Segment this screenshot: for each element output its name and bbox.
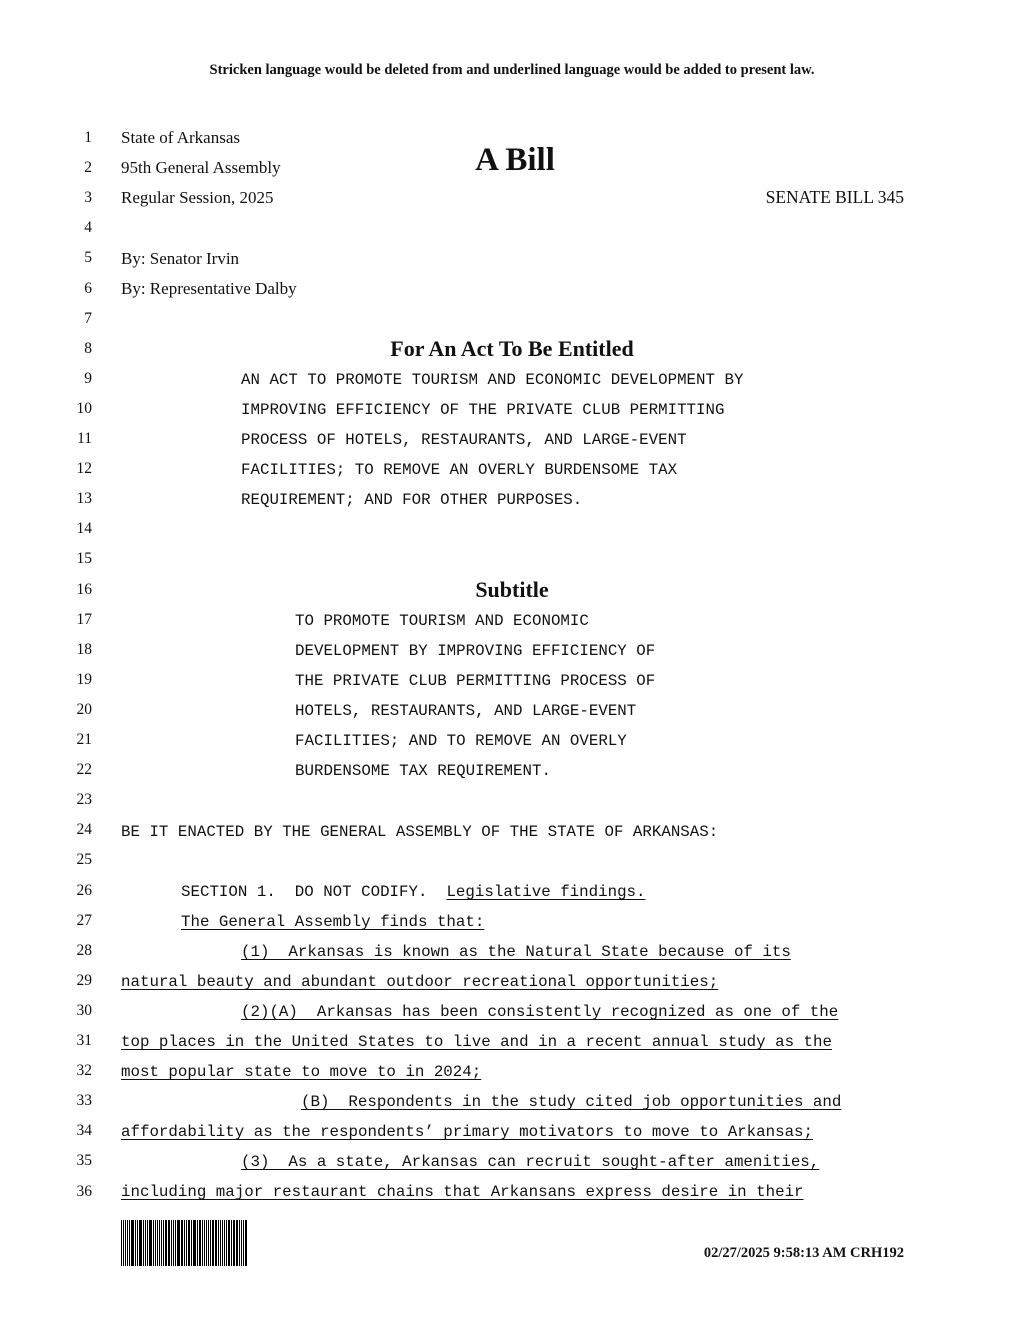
- barcode-bar: [132, 1220, 134, 1266]
- section-heading-underlined: Legislative findings.: [446, 883, 646, 901]
- enacting-clause: BE IT ENACTED BY THE GENERAL ASSEMBLY OF THE STATE OF ARKANSAS:: [121, 823, 719, 841]
- barcode-bar: [150, 1220, 152, 1266]
- line-number: 12: [76, 460, 92, 478]
- barcode-bar: [218, 1220, 219, 1266]
- barcode-bar: [178, 1220, 179, 1266]
- barcode-bar: [239, 1220, 240, 1266]
- barcode-bar: [186, 1220, 187, 1266]
- barcode-bar: [199, 1220, 200, 1266]
- barcode-bar: [229, 1220, 230, 1266]
- line-number: 33: [76, 1092, 92, 1110]
- line-number: 35: [76, 1152, 92, 1170]
- line-number: 2: [84, 159, 92, 177]
- line-number: 9: [84, 369, 92, 387]
- section-text-line: (3) As a state, Arkansas can recruit sought-after amenities,: [241, 1153, 820, 1171]
- subtitle-line: FACILITIES; AND TO REMOVE AN OVERLY: [295, 732, 627, 750]
- barcode-bar: [173, 1220, 174, 1266]
- section-text-line: (B) Respondents in the study cited job opportunities and: [301, 1093, 842, 1111]
- barcode-bar: [157, 1220, 158, 1266]
- title-line: IMPROVING EFFICIENCY OF THE PRIVATE CLUB PERMITTING: [241, 401, 725, 419]
- barcode-bar: [210, 1220, 211, 1266]
- barcode-bar: [168, 1220, 170, 1266]
- line-number: 36: [76, 1182, 92, 1200]
- line-number: 23: [76, 791, 92, 809]
- line-number: 5: [84, 249, 92, 267]
- barcode-bar: [137, 1220, 138, 1266]
- barcode-bar: [155, 1220, 156, 1266]
- barcode-bar: [200, 1220, 201, 1266]
- barcode: [121, 1220, 248, 1266]
- section-text-line: including major restaurant chains that Arkansans express desire in their: [121, 1183, 804, 1201]
- line-number: 22: [76, 761, 92, 779]
- print-timestamp: 02/27/2025 9:58:13 AM CRH192: [703, 1245, 904, 1261]
- amendment-notice: Stricken language would be deleted from and underlined language would be added to present law.: [209, 62, 815, 78]
- barcode-bar: [206, 1220, 207, 1266]
- barcode-bar: [228, 1220, 229, 1266]
- subtitle-line: BURDENSOME TAX REQUIREMENT.: [295, 762, 551, 780]
- barcode-bar: [125, 1220, 126, 1266]
- barcode-bar: [140, 1220, 141, 1266]
- barcode-bar: [188, 1220, 190, 1266]
- barcode-bar: [202, 1220, 203, 1266]
- barcode-bar: [135, 1220, 136, 1266]
- section-text-line: affordability as the respondents’ primary motivators to move to Arkansas;: [121, 1123, 814, 1141]
- subtitle-line: TO PROMOTE TOURISM AND ECONOMIC: [295, 612, 589, 630]
- barcode-bar: [123, 1220, 124, 1266]
- barcode-bar: [208, 1220, 209, 1266]
- line-number: 8: [84, 339, 92, 357]
- line-number: 4: [84, 219, 92, 237]
- line-number: 31: [76, 1032, 92, 1049]
- barcode-bar: [233, 1220, 234, 1266]
- barcode-bar: [159, 1220, 160, 1266]
- section-heading-label: SECTION 1. DO NOT CODIFY.: [181, 883, 447, 901]
- barcode-bar: [191, 1220, 192, 1266]
- line-number: 28: [76, 941, 92, 959]
- barcode-bar: [212, 1220, 214, 1266]
- line-number: 17: [76, 610, 92, 628]
- section-text-line: (2)(A) Arkansas has been consistently recognized as one of the: [241, 1003, 839, 1021]
- barcode-bar: [224, 1220, 225, 1266]
- barcode-bar: [163, 1220, 164, 1266]
- barcode-bar: [216, 1220, 217, 1266]
- barcode-bar: [236, 1220, 237, 1266]
- bill-number: SENATE BILL 345: [765, 187, 904, 207]
- section-text-line: natural beauty and abundant outdoor recreational opportunities;: [121, 973, 719, 991]
- title-line: FACILITIES; TO REMOVE AN OVERLY BURDENSOME TAX: [241, 461, 678, 479]
- barcode-bar: [149, 1220, 150, 1266]
- line-number: 14: [76, 520, 92, 538]
- barcode-bar: [129, 1220, 130, 1266]
- subtitle-line: THE PRIVATE CLUB PERMITTING PROCESS OF: [295, 672, 656, 690]
- session: Regular Session, 2025: [121, 188, 274, 207]
- barcode-bar: [226, 1220, 227, 1266]
- barcode-bar: [143, 1220, 144, 1266]
- barcode-bar: [220, 1220, 221, 1266]
- barcode-bar: [194, 1220, 195, 1266]
- barcode-bar: [145, 1220, 146, 1266]
- subtitle-line: DEVELOPMENT BY IMPROVING EFFICIENCY OF: [295, 642, 656, 660]
- line-number: 25: [76, 851, 92, 869]
- line-number: 13: [76, 490, 92, 508]
- general-assembly: 95th General Assembly: [121, 158, 281, 177]
- document-type-title: A Bill: [475, 142, 555, 178]
- line-number: 21: [76, 731, 92, 748]
- sponsor-representative: By: Representative Dalby: [121, 279, 297, 298]
- line-number: 30: [76, 1001, 92, 1019]
- title-line: AN ACT TO PROMOTE TOURISM AND ECONOMIC DEVELOPMENT BY: [241, 371, 744, 389]
- barcode-bar: [237, 1220, 238, 1266]
- title-line: PROCESS OF HOTELS, RESTAURANTS, AND LARGE-EVENT: [241, 431, 687, 449]
- line-number: 26: [76, 881, 92, 899]
- line-number: 29: [76, 971, 92, 989]
- line-number: 18: [76, 640, 92, 658]
- section-text-line: (1) Arkansas is known as the Natural State because of its: [241, 943, 791, 961]
- barcode-bar: [127, 1220, 128, 1266]
- barcode-bar: [204, 1220, 205, 1266]
- barcode-bar: [177, 1220, 178, 1266]
- barcode-bar: [161, 1220, 162, 1266]
- barcode-bar: [231, 1220, 232, 1266]
- line-number: 20: [76, 700, 92, 718]
- title-heading: For An Act To Be Entitled: [390, 336, 634, 361]
- barcode-bar: [193, 1220, 194, 1266]
- barcode-bar: [165, 1220, 166, 1266]
- line-number: 34: [76, 1122, 92, 1140]
- barcode-bar: [153, 1220, 154, 1266]
- line-number: 27: [76, 911, 92, 929]
- section-text-line: The General Assembly finds that:: [181, 913, 485, 931]
- barcode-bar: [121, 1220, 122, 1266]
- subtitle-line: HOTELS, RESTAURANTS, AND LARGE-EVENT: [295, 702, 637, 720]
- line-number: 32: [76, 1062, 92, 1080]
- sponsor-senator: By: Senator Irvin: [121, 249, 240, 268]
- barcode-bar: [243, 1220, 244, 1266]
- barcode-bar: [166, 1220, 167, 1266]
- line-number: 10: [76, 399, 92, 417]
- barcode-bar: [241, 1220, 242, 1266]
- title-line: REQUIREMENT; AND FOR OTHER PURPOSES.: [241, 491, 583, 509]
- barcode-bar: [222, 1220, 223, 1266]
- barcode-bar: [184, 1220, 185, 1266]
- barcode-bar: [197, 1220, 198, 1266]
- barcode-bar: [131, 1220, 132, 1266]
- line-number: 7: [84, 309, 92, 327]
- line-number: 15: [76, 550, 92, 568]
- barcode-bar: [215, 1220, 216, 1266]
- line-number: 1: [84, 129, 92, 146]
- barcode-bar: [175, 1220, 176, 1266]
- line-number: 6: [84, 279, 92, 297]
- barcode-bar: [147, 1220, 148, 1266]
- barcode-bar: [139, 1220, 140, 1266]
- line-number: 11: [77, 430, 92, 447]
- line-number: 19: [76, 670, 92, 688]
- barcode-bar: [171, 1220, 172, 1266]
- line-number: 16: [76, 580, 92, 598]
- section-text-line: most popular state to move to in 2024;: [121, 1063, 482, 1081]
- section-text-line: top places in the United States to live and in a recent annual study as the: [121, 1033, 832, 1051]
- barcode-bar: [245, 1220, 247, 1266]
- section-heading: [181, 882, 646, 902]
- line-number: 24: [76, 821, 92, 839]
- state-name: State of Arkansas: [121, 128, 240, 147]
- line-number: 3: [84, 189, 92, 207]
- barcode-bar: [181, 1220, 182, 1266]
- subtitle-heading: Subtitle: [475, 577, 549, 602]
- barcode-bar: [182, 1220, 183, 1266]
